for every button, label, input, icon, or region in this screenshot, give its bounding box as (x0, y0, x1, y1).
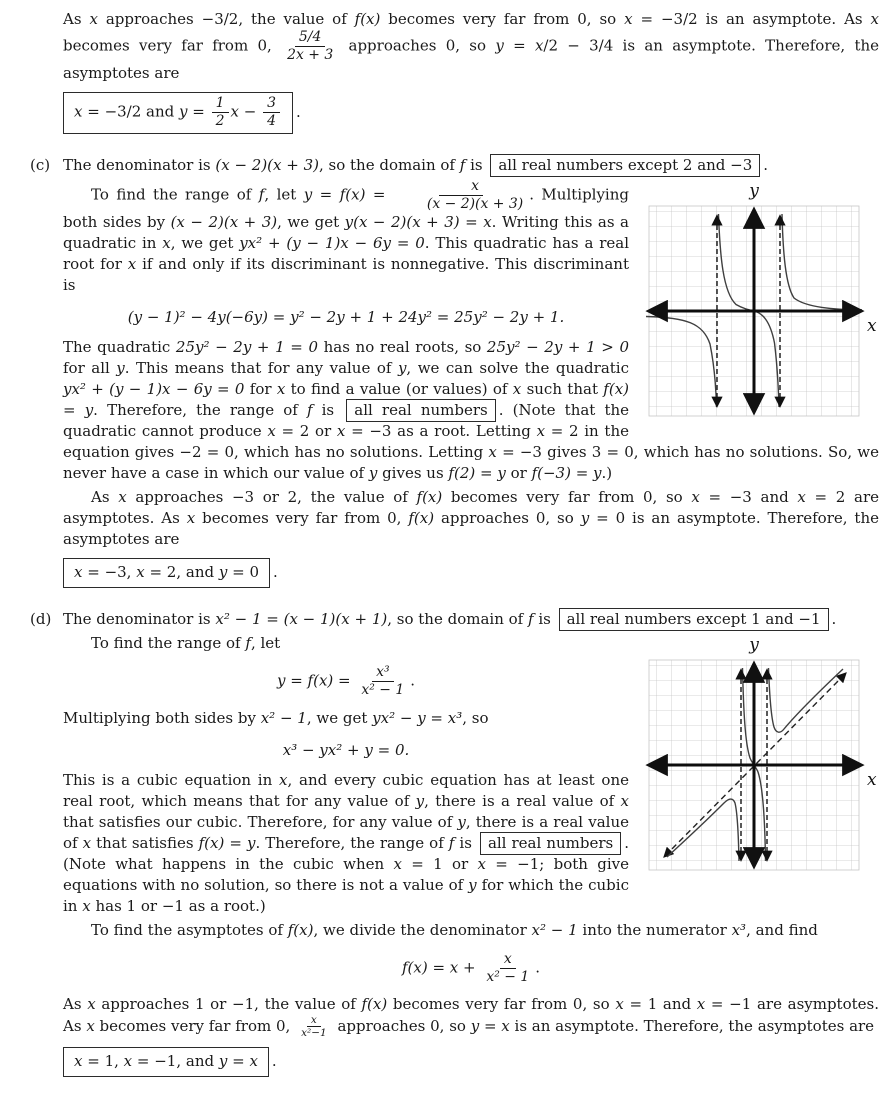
math-run: x (336, 422, 346, 441)
text-run: = −1 are asymptotes. As (63, 994, 879, 1035)
text-run: = −3/2 is an asymptote. As (632, 10, 871, 28)
text-run: if and only if its discriminant is nonnegative. This discriminant is (63, 255, 629, 295)
intro-paragraph (63, 9, 879, 84)
text-run: = (187, 102, 210, 121)
math-run: y (179, 102, 188, 121)
text-run: , so the domain of (387, 610, 528, 629)
math-run: x (488, 443, 497, 462)
math-run: f(−3) = y (531, 464, 602, 483)
text-run: approaches −3/2, the value of (97, 10, 355, 28)
math-run: 25y² − 2y + 1 > 0 (486, 338, 629, 357)
answer-period: . (271, 1051, 277, 1070)
y-axis-label: y (749, 635, 759, 656)
text-run: As (91, 488, 119, 507)
text-run: . (831, 610, 837, 629)
math-run: x (74, 1051, 83, 1070)
math-run: x² − 1 = (x − 1)(x + 1) (215, 610, 388, 629)
math-run: x (624, 10, 633, 28)
part-d-section (30, 609, 879, 1082)
math-run: f(x) = y (198, 833, 256, 852)
text-run: = −3 as a root. Letting (345, 422, 537, 441)
math-run: y (495, 36, 504, 55)
text-run: is (533, 610, 556, 629)
text-run: = 2 are asymptotes. As (63, 488, 879, 528)
math-run: (y − 1)² − 4y(−6y) = y² − 2y + 1 + 24y² = 25y² − 2y + 1. (127, 308, 565, 327)
answer-box-asymptotes-b (63, 92, 293, 134)
math-run: f(x) (339, 185, 366, 204)
text-run: that satisfies our cubic. Therefore, for any value of (63, 812, 458, 831)
part-c-label: (c) (30, 156, 51, 175)
text-run: . Therefore, the range of (93, 401, 307, 420)
part-c-answer-line (63, 558, 879, 588)
text-run: , there is a real value of (424, 791, 621, 810)
answer-period: . (295, 102, 301, 121)
text-run: becomes very far from 0, (195, 509, 409, 528)
text-run: . (535, 958, 541, 977)
inline-answer-box (490, 154, 760, 177)
math-run: x (74, 102, 83, 121)
inline-answer-box (346, 399, 495, 422)
part-d-answer-line (63, 1047, 879, 1077)
text-run: into the numerator (577, 920, 732, 939)
inline-answer-box (559, 608, 829, 631)
math-run: x (620, 791, 629, 810)
text-run: , let (264, 185, 304, 204)
text-run: To find the range of (91, 185, 259, 204)
math-run: x (696, 994, 706, 1013)
math-run: y (368, 464, 378, 483)
text-run: = 2 or (275, 422, 337, 441)
text-run: = (365, 185, 393, 204)
math-run: x (230, 102, 239, 121)
text-run: , let (250, 634, 281, 653)
part-d-asymptote-intro (63, 920, 879, 941)
math-run: x² − 1 (531, 920, 578, 939)
math-run: x (136, 563, 145, 582)
math-run: x (797, 488, 806, 507)
text-run: = −1; both give equations with no solution, so there is not a value of (63, 854, 629, 894)
part-d-body (63, 609, 879, 1082)
text-run: all real numbers (354, 401, 488, 420)
text-run: has 1 or −1 as a root.) (90, 896, 266, 915)
intro-section (30, 9, 879, 140)
text-run: As (63, 10, 90, 28)
fraction: $\frac{1}{2}$ (212, 96, 229, 129)
math-run: x (123, 1051, 133, 1070)
math-run: f (527, 610, 534, 629)
text-run: , so (462, 708, 489, 727)
text-run: = (227, 1051, 250, 1070)
text-run: approaches 0, so (332, 1016, 471, 1035)
text-run: = 2, and (144, 563, 219, 582)
math-run: y (303, 185, 313, 204)
math-run: x (118, 488, 127, 507)
text-run: has no real roots, so (318, 338, 487, 357)
math-run: f(x) (287, 920, 314, 939)
text-run: , so the domain of (319, 156, 460, 175)
graph-d-figure (641, 635, 879, 887)
math-run: f (258, 185, 265, 204)
math-run: y (218, 563, 228, 582)
text-run: is (465, 156, 488, 175)
answer-period: . (273, 563, 278, 582)
math-run: y (468, 875, 477, 894)
math-run: 25y² − 2y + 1 = 0 (175, 338, 318, 357)
text-run: is (454, 833, 477, 852)
text-run: . (410, 671, 416, 690)
division-result-equation (63, 952, 879, 985)
fraction: $\frac{x}{(x - 2)(x + 3)}$ (426, 178, 524, 213)
math-run: x³ − yx² + y = 0. (282, 740, 410, 759)
text-run: = −3 gives 3 = 0, which has no solutions. So, we never have a case in which our value of (63, 443, 879, 483)
text-run: , we can solve the quadratic (406, 359, 629, 378)
math-run: y = f(x) = (276, 671, 356, 690)
text-run: . This quadratic has a real root for (63, 234, 629, 274)
text-run: To find the range of (91, 634, 246, 653)
math-run: y (580, 509, 590, 528)
math-run: y (397, 359, 407, 378)
math-run: x (89, 10, 98, 28)
math-run: f (448, 833, 455, 852)
text-run: Multiplying both sides by (63, 708, 261, 727)
math-run: f (245, 634, 251, 653)
text-run: = −1, and (132, 1051, 219, 1070)
text-run: , there is a real value of (63, 812, 629, 852)
math-run: f(x) (354, 10, 381, 28)
text-run: /2 − 3/4 is an asymptote. Therefore, the asymptotes are (63, 36, 880, 83)
text-run: − (238, 102, 262, 121)
math-run: x (512, 380, 522, 399)
text-run: all real numbers (487, 833, 614, 852)
text-run: . This means that for any value of (124, 359, 398, 378)
math-run: x (477, 854, 486, 873)
text-run: becomes very far from 0, so (380, 10, 625, 28)
text-run: becomes very far from 0, so (387, 994, 616, 1013)
math-run: x (267, 422, 276, 441)
math-run: (x − 2)(x + 3) (170, 213, 278, 232)
math-run: f(x) (408, 509, 435, 528)
text-run: for all (63, 359, 117, 378)
math-run: y (457, 812, 466, 831)
text-run: = 0 is an asymptote. Therefore, the asymptotes are (63, 509, 879, 549)
text-run: to find a value (or values) of (285, 380, 513, 399)
math-run: x (393, 854, 402, 873)
text-run: = 1 and (623, 994, 697, 1013)
text-run: for which the cubic in (63, 875, 629, 915)
math-run: x (162, 234, 171, 253)
text-run: . Multiplying both sides by (63, 185, 629, 232)
text-run: , we divide the denominator (313, 920, 532, 939)
part-d-label: (d) (30, 610, 52, 629)
answer-box-asymptotes-d (63, 1047, 269, 1077)
x-axis-label: x (867, 770, 877, 791)
text-run: = −3 and (699, 488, 798, 507)
text-run: approaches 1 or −1, the value of (95, 994, 362, 1013)
math-run: f (459, 156, 466, 175)
text-run: = 1, (82, 1051, 124, 1070)
part-c-asymptote-paragraph (63, 487, 879, 550)
graph-c-svg (641, 181, 879, 427)
math-run: x (249, 1051, 258, 1070)
math-run: f (306, 401, 313, 420)
text-run: = 2 in the equation gives −2 = 0, which has no solutions. Letting (63, 422, 629, 462)
text-run: such that (521, 380, 604, 399)
part-d-domain-line (63, 609, 879, 630)
intro-body (63, 9, 879, 140)
math-run: x (870, 10, 879, 28)
math-run: y = x (470, 1016, 510, 1035)
math-run: f(x) (416, 488, 443, 507)
fraction: $\frac{x}{\text{x²−1}}$ (301, 1013, 327, 1040)
text-run: = −3/2 and (82, 102, 180, 121)
part-d-asymptote-paragraph (63, 994, 879, 1039)
text-run: , we get (277, 213, 345, 232)
fraction: $\frac{3}{4}$ (263, 96, 280, 129)
math-run: yx² + (y − 1)x − 6y = 0 (239, 234, 425, 253)
text-run: = −3, (82, 563, 137, 582)
fraction: $\frac{\text{x³}}{\text{x² − 1}}$ (361, 664, 405, 699)
text-run: To find the asymptotes of (91, 920, 288, 939)
text-run: .) (601, 464, 613, 483)
text-run: The denominator is (63, 156, 216, 175)
text-run: = (503, 36, 535, 55)
x-axis-label: x (867, 316, 877, 337)
graph-d-svg (641, 635, 879, 881)
text-run: The quadratic (63, 338, 176, 357)
text-run: is (312, 401, 344, 420)
math-run: yx² + (y − 1)x − 6y = 0 (63, 380, 245, 399)
math-run: x (127, 255, 137, 274)
text-run: , and find (746, 920, 818, 939)
text-run: all real numbers except 2 and −3 (498, 156, 753, 175)
math-run: y (218, 1051, 228, 1070)
text-run: approaches 0, so (339, 36, 496, 55)
text-run: , we get (170, 234, 240, 253)
text-run: . (Note that the quadratic cannot produce (63, 401, 630, 441)
intro-answer-line (63, 92, 879, 134)
text-run: = (312, 185, 340, 204)
fraction: $\frac{5/4}{2x + 3}$ (287, 29, 334, 64)
part-c-section (30, 155, 879, 594)
text-run: . Writing this as a quadratic in (63, 213, 630, 253)
math-run: x (534, 36, 544, 55)
text-run: , we get (306, 708, 373, 727)
part-c-domain-line (63, 155, 879, 176)
math-run: x (615, 994, 624, 1013)
math-run: x (87, 994, 96, 1013)
text-run: . Therefore, the range of (255, 833, 449, 852)
math-run: f(x) = y (63, 380, 630, 420)
math-run: f(2) = y (448, 464, 506, 483)
text-run: . (Note what happens in the cubic when (63, 833, 630, 873)
math-run: (x − 2)(x + 3) (215, 156, 319, 175)
fraction: $\frac{x}{\text{x² − 1}}$ (486, 950, 530, 985)
math-run: x (86, 1016, 95, 1035)
text-run: or (505, 464, 532, 483)
text-run: all real numbers except 1 and −1 (566, 610, 821, 629)
y-axis-label: y (749, 181, 759, 202)
math-run: x (276, 380, 286, 399)
text-run: becomes very far from 0, (63, 36, 282, 55)
math-run: f(x) = x + (401, 958, 481, 977)
text-run: gives us (377, 464, 449, 483)
math-run: x³ (731, 920, 747, 939)
text-run: The denominator is (63, 610, 216, 629)
text-run: becomes very far from 0, (94, 1016, 296, 1035)
math-run: x (536, 422, 546, 441)
text-run: that satisfies (91, 833, 199, 852)
math-run: y (116, 359, 125, 378)
math-run: x (74, 563, 83, 582)
math-run: yx² − y = x³ (372, 708, 463, 727)
text-run: = 1 or (401, 854, 478, 873)
text-run: becomes very far from 0, so (442, 488, 692, 507)
text-run: . (763, 156, 769, 175)
math-run: x (82, 896, 91, 915)
text-run: As (63, 994, 88, 1013)
text-run: , and every cubic equation has at least one real root, which means that for any value of (63, 770, 629, 810)
math-run: x (691, 488, 700, 507)
part-c-body (63, 155, 879, 594)
math-run: y(x − 2)(x + 3) = x (344, 213, 492, 232)
text-run: for (244, 380, 277, 399)
math-run: x² − 1 (260, 708, 307, 727)
text-run: approaches −3 or 2, the value of (126, 488, 417, 507)
graph-c-figure (641, 181, 879, 433)
answer-box-asymptotes-c (63, 558, 270, 588)
text-run: is an asymptote. Therefore, the asymptotes are (509, 1016, 875, 1035)
inline-answer-box (480, 832, 621, 855)
math-run: x (186, 509, 196, 528)
math-run: x (82, 833, 92, 852)
math-run: x (279, 770, 288, 789)
math-run: y (415, 791, 425, 810)
math-run: f(x) (361, 994, 388, 1013)
text-run: This is a cubic equation in (63, 770, 280, 789)
intro-label-spacer (30, 9, 63, 140)
text-run: = 0 (227, 563, 260, 582)
text-run: approaches 0, so (434, 509, 581, 528)
